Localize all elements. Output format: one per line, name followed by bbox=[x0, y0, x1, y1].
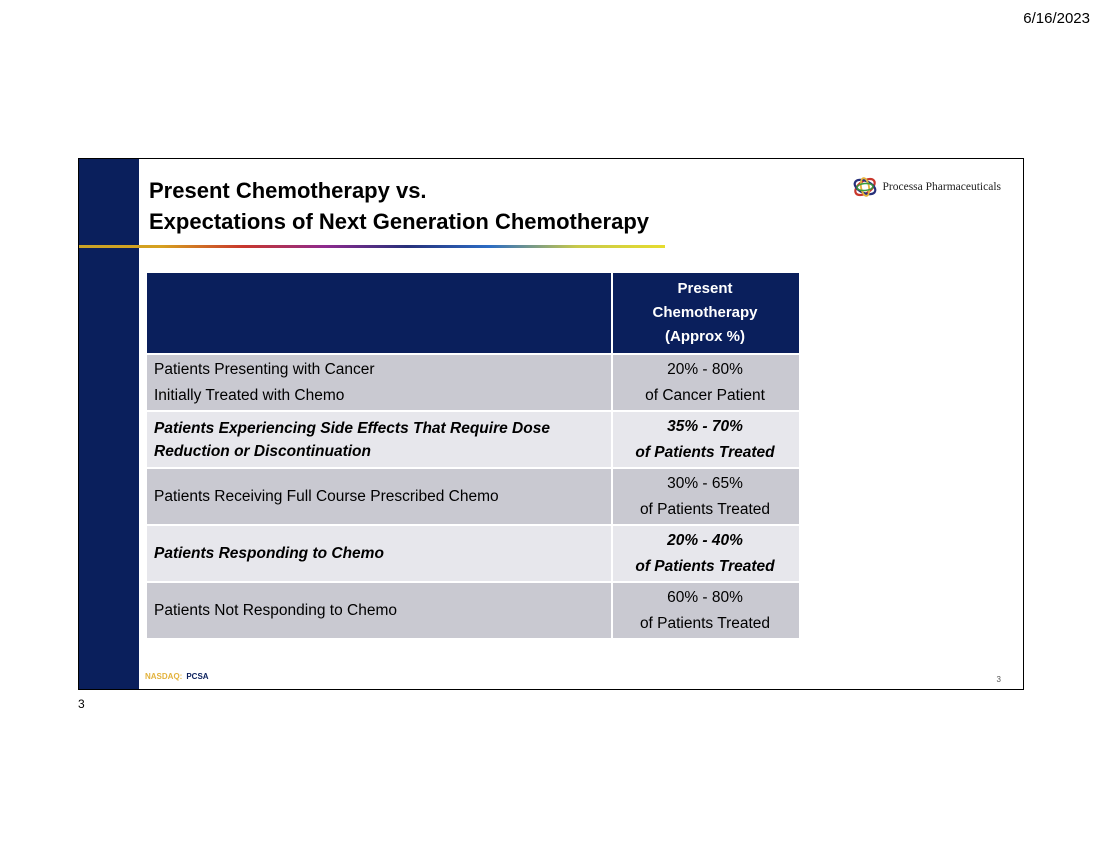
slide-title-line-2: Expectations of Next Generation Chemotherapy bbox=[149, 209, 649, 234]
row-value-line-2: of Patients Treated bbox=[639, 614, 771, 632]
row-label-line-1: Patients Receiving Full Course Prescribed Chemo bbox=[154, 487, 499, 505]
row-label-line-1: Patients Experiencing Side Effects That Require Dose bbox=[154, 419, 550, 437]
company-logo bbox=[851, 173, 1001, 201]
page-number: 3 bbox=[78, 697, 85, 711]
slide-footer bbox=[145, 672, 209, 681]
row-label-line-1: Patients Not Responding to Chemo bbox=[154, 601, 397, 619]
header-cell-empty bbox=[147, 273, 613, 353]
header-line-3: (Approx %) bbox=[665, 328, 745, 345]
table-row bbox=[147, 583, 799, 640]
row-label bbox=[147, 526, 613, 581]
row-value-line-1: 35% - 70% bbox=[667, 417, 743, 435]
footer-exchange: NASDAQ: bbox=[145, 672, 183, 681]
row-value-line-2: of Patients Treated bbox=[635, 443, 775, 461]
row-value-line-1: 60% - 80% bbox=[667, 588, 743, 606]
slide-title bbox=[149, 175, 649, 237]
processa-logo-icon bbox=[851, 173, 879, 201]
row-value bbox=[613, 469, 797, 524]
row-value bbox=[613, 355, 797, 410]
row-label-line-2: Initially Treated with Chemo bbox=[154, 386, 345, 404]
row-value-line-2: of Patients Treated bbox=[639, 500, 771, 518]
table-row bbox=[147, 355, 799, 412]
row-label bbox=[147, 469, 613, 524]
row-value bbox=[613, 526, 797, 581]
header-cell-present-chemotherapy bbox=[613, 273, 797, 353]
row-value-line-2: of Cancer Patient bbox=[645, 386, 765, 404]
row-value bbox=[613, 412, 797, 467]
footer-ticker: PCSA bbox=[186, 672, 209, 681]
row-label bbox=[147, 412, 613, 467]
row-label bbox=[147, 583, 613, 638]
table-row bbox=[147, 526, 799, 583]
row-label-line-1: Patients Responding to Chemo bbox=[154, 544, 384, 562]
row-value-line-1: 20% - 80% bbox=[667, 360, 743, 378]
row-label bbox=[147, 355, 613, 410]
header-line-1: Present bbox=[677, 280, 733, 297]
row-value-line-1: 30% - 65% bbox=[667, 474, 743, 492]
slide-side-bar bbox=[79, 159, 139, 689]
table-row bbox=[147, 412, 799, 469]
row-value-line-2: of Patients Treated bbox=[635, 557, 775, 575]
table-row bbox=[147, 469, 799, 526]
table-header-row bbox=[147, 273, 799, 355]
row-label-line-1: Patients Presenting with Cancer bbox=[154, 360, 375, 378]
row-value bbox=[613, 583, 797, 638]
title-gradient-rule bbox=[79, 245, 665, 248]
slide-number: 3 bbox=[996, 675, 1001, 684]
row-label-line-2: Reduction or Discontinuation bbox=[154, 442, 371, 460]
print-date: 6/16/2023 bbox=[1023, 10, 1090, 27]
comparison-table bbox=[147, 273, 799, 640]
logo-text: Processa Pharmaceuticals bbox=[882, 181, 1001, 193]
slide-title-line-1: Present Chemotherapy vs. bbox=[149, 178, 427, 203]
header-line-2: Chemotherapy bbox=[652, 304, 758, 321]
slide bbox=[78, 158, 1024, 690]
row-value-line-1: 20% - 40% bbox=[667, 531, 743, 549]
